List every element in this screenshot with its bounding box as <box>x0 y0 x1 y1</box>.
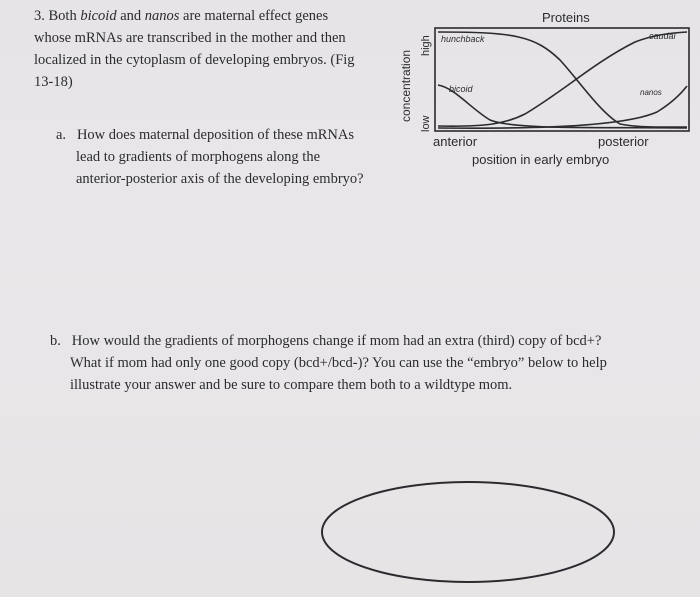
question-b <box>50 330 680 396</box>
figure-title: Proteins <box>542 10 590 25</box>
question-a-line-2: lead to gradients of morphogens along the <box>76 149 321 165</box>
curve-label-bicoid: bicoid <box>449 84 473 94</box>
question-b-line-1 <box>50 330 680 352</box>
hunchback-curve <box>438 32 687 127</box>
question-b-text-1: How would the gradients of morphogens change if mom had an extra (third) copy of bcd+? <box>71 333 602 349</box>
embryo-outline <box>318 478 618 586</box>
x-axis-label: position in early embryo <box>472 152 610 167</box>
question-3-line-3: localized in the cytoplasm of developing embryos. (Fig <box>34 52 355 68</box>
caudal-curve <box>438 32 687 126</box>
question-a-marker: a. <box>56 127 67 143</box>
question-b-marker: b. <box>50 333 61 349</box>
question-3-line-1: 3. Both bicoid and nanos are maternal effect genes <box>34 8 329 24</box>
question-3 <box>34 5 394 93</box>
x-anterior-label: anterior <box>433 134 478 149</box>
question-b-line-2: What if mom had only one good copy (bcd+/bcd-)? You can use the “embryo” below to help <box>70 355 607 371</box>
curve-label-caudal: caudal <box>649 31 676 41</box>
curve-label-nanos: nanos <box>640 88 662 97</box>
question-a-line-1 <box>56 124 396 146</box>
y-high-label: high <box>420 35 432 56</box>
morphogen-gradient-figure <box>395 0 695 180</box>
x-posterior-label: posterior <box>598 134 649 149</box>
y-low-label: low <box>420 115 432 132</box>
question-3-line-2: whose mRNAs are transcribed in the mother and then <box>34 30 346 46</box>
curve-label-hunchback: hunchback <box>441 34 485 44</box>
question-a <box>56 124 396 190</box>
nanos-term: nanos <box>144 8 180 24</box>
bicoid-term: bicoid <box>80 8 117 24</box>
y-axis-label: concentration <box>399 49 413 122</box>
question-a-line-3: anterior-posterior axis of the developing embryo? <box>76 171 364 187</box>
question-3-line-4: 13-18) <box>34 74 73 90</box>
question-b-line-3: illustrate your answer and be sure to compare them both to a wildtype mom. <box>70 377 513 393</box>
embryo-ellipse <box>322 482 614 582</box>
question-a-text-1: How does maternal deposition of these mRNAs <box>76 127 355 143</box>
